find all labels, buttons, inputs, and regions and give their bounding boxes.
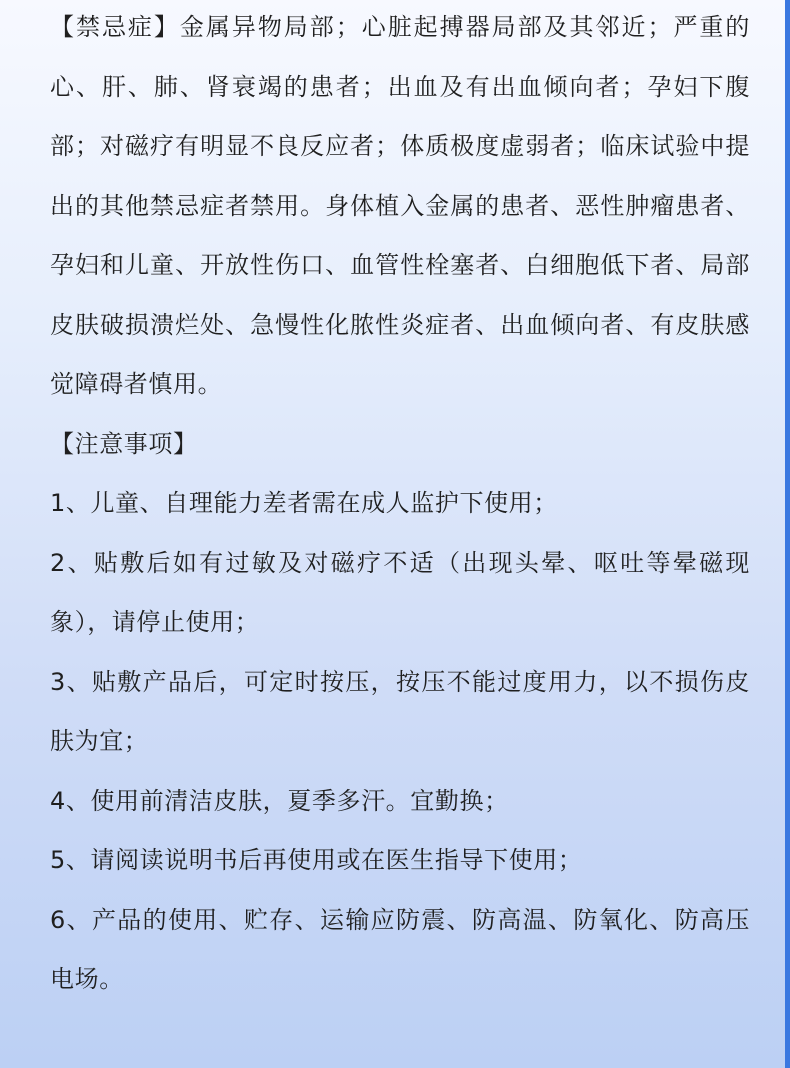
precaution-item: 1、儿童、自理能力差者需在成人监护下使用； <box>50 489 558 517</box>
precaution-item: 4、使用前清洁皮肤，夏季多汗。宜勤换； <box>50 786 509 815</box>
precautions-heading: 【注意事项】 <box>50 429 198 458</box>
contraindications-text: 【禁忌症】金属异物局部；心脏起搏器局部及其邻近；严重的心、肝、肺、肾衰竭的患者；出血及有出血倾向者；孕妇下腹部；对磁疗有明显不良反应者；体质极度虚弱者；临床试验中提出的其他禁忌症者禁用。身体植入金属的患者、恶性肿瘤患者、孕妇和儿童、开放性伤口、血管性栓塞者、白细胞低下者、局部皮肤破损溃烂处、急慢性化脓性炎症者、出血倾向者、有皮肤感觉障碍者慎用。 <box>50 13 750 398</box>
precaution-item: 2、贴敷后如有过敏及对磁疗不适（出现头晕、呕吐等晕磁现象），请停止使用； <box>50 548 750 636</box>
precaution-item: 3、贴敷产品后，可定时按压，按压不能过度用力，以不损伤皮肤为宜； <box>50 667 750 755</box>
instructions-content <box>50 0 750 1010</box>
right-border <box>785 0 790 1068</box>
precaution-item: 6、产品的使用、贮存、运输应防震、防高温、防氧化、防高压电场。 <box>50 905 750 993</box>
precautions-list <box>50 474 750 1010</box>
precaution-item: 5、请阅读说明书后再使用或在医生指导下使用； <box>50 846 583 874</box>
